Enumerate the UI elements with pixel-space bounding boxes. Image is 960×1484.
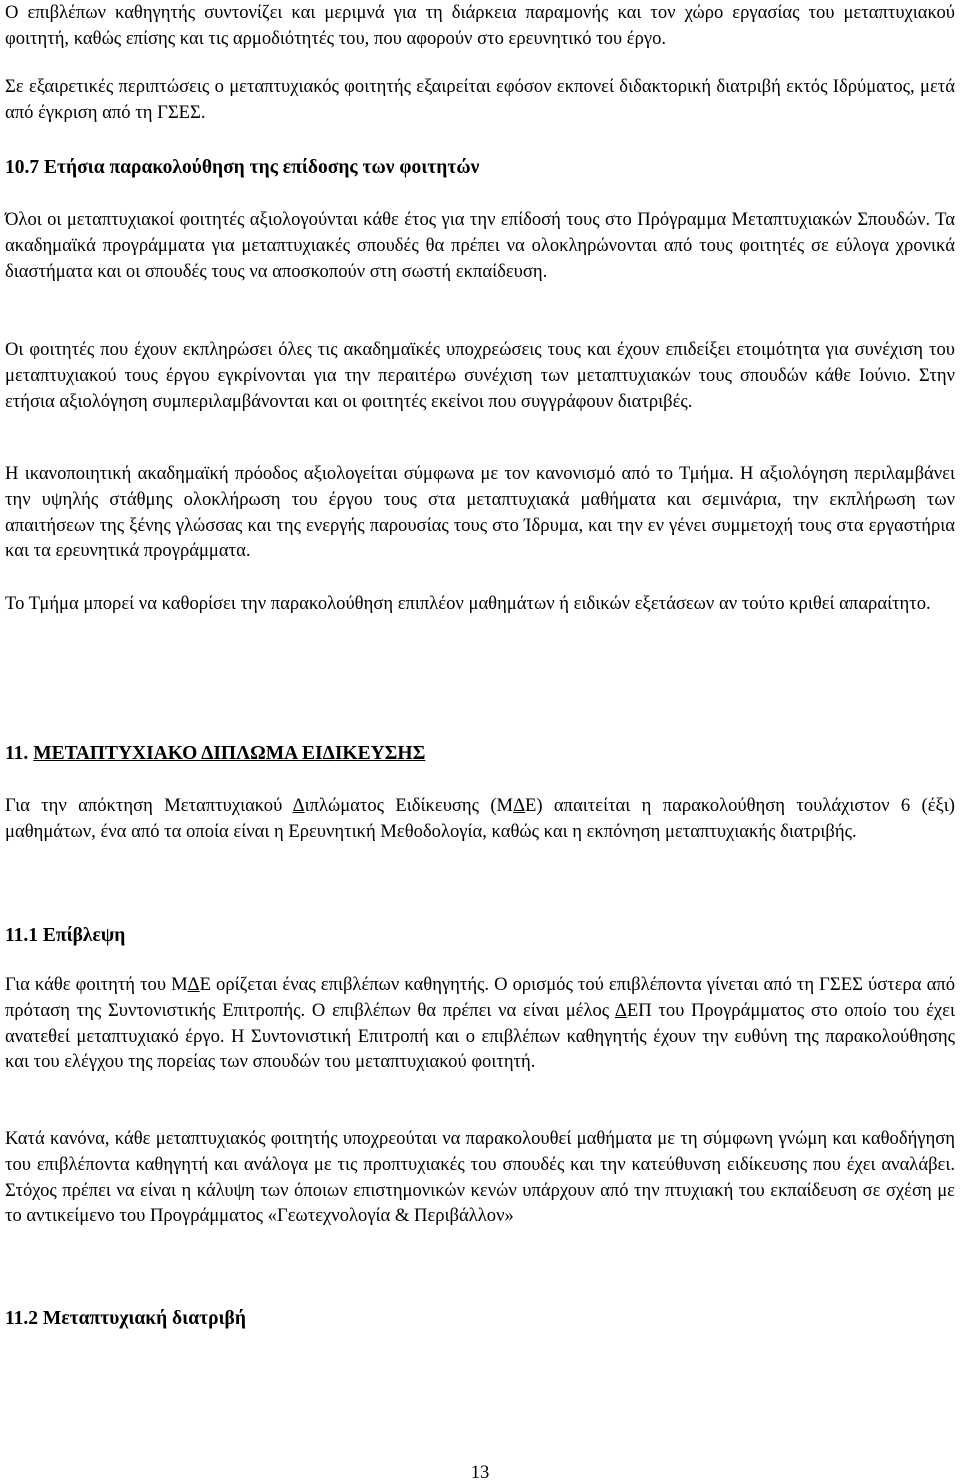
section-11-1-heading: 11.1 Επίβλεψη [5,925,126,946]
paragraph-text: Ο επιβλέπων καθηγητής συντονίζει και μεριμνά για τη διάρκεια παραμονής και τον χώρο εργασίας του μεταπτυχιακού φοιτητή, καθώς επίσης και τις αρμοδιότητές του, που αφορούν στο ερευνητικό του έργο. [5,2,955,49]
section-11-2-heading: 11.2 Μεταπτυχιακή διατριβή [5,1308,246,1329]
section-11-title: ΜΕΤΑΠΤΥΧΙΑΚΟ ΔΙΠΛΩΜΑ ΕΙΔΙΚΕΥΣΗΣ [33,743,426,764]
section-11-number: 11. [5,743,34,764]
section-10-7-paragraph-3 [5,461,955,564]
paragraph-text: Οι φοιτητές που έχουν εκπληρώσει όλες τις ακαδημαϊκές υποχρεώσεις τους και έχουν επιδείξει ετοιμότητα για συνέχιση του μεταπτυχιακού τους έργου εγκρίνονται για την περαιτέρω συνέχιση των μεταπτυχιακών τους σπουδών κάθε Ιούνιο. Στην ετήσια αξιολόγηση συμπεριλαμβάνονται και οι φοιτητές εκείνοι που συγγράφουν διατριβές. [5,339,955,412]
section-11-heading [5,743,425,765]
intro-paragraph-exception [5,74,955,126]
section-11-1-paragraph-1 [5,972,955,1075]
paragraph-text: Το Τμήμα μπορεί να καθορίσει την παρακολούθηση επιπλέον μαθημάτων ή ειδικών εξετάσεων αν τούτο κριθεί απαραίτητο. [5,593,931,614]
paragraph-text: Όλοι οι μεταπτυχιακοί φοιτητές αξιολογούνται κάθε έτος για την επίδοσή τους στο Πρόγραμμα Μεταπτυχιακών Σπουδών. Τα ακαδημαϊκά προγράμματα για μεταπτυχιακές σπουδές θα πρέπει να ολοκληρώνονται από τους φοιτητές σε εύλογα χρονικά διαστήματα και οι σπουδές τους να αποσκοπούν στη σωστή εκπαίδευση. [5,209,955,282]
section-10-7-paragraph-4 [5,591,955,617]
intro-paragraph-supervisor [5,0,955,52]
section-11-paragraph-1 [5,793,955,845]
section-10-7-paragraph-2 [5,337,955,414]
paragraph-text: Για την απόκτηση Μεταπτυχιακού Διπλώματος Ειδίκευσης (ΜΔΕ) απαιτείται η παρακολούθηση τουλάχιστον 6 (έξι) μαθημάτων, ένα από τα οποία είναι η Ερευνητική Μεθοδολογία, καθώς και η εκπόνηση μεταπτυχιακής διατριβής. [5,795,955,842]
page-number: 13 [470,1462,490,1483]
paragraph-text: Κατά κανόνα, κάθε μεταπτυχιακός φοιτητής υποχρεούται να παρακολουθεί μαθήματα με τη σύμφωνη γνώμη και καθοδήγηση του επιβλέποντα καθηγητή και ανάλογα με τις προπτυχιακές του σπουδές και την κατεύθυνση ειδίκευσης που έχει αναλάβει. Στόχος πρέπει να είναι η κάλυψη των όποιων επιστημονικών κενών υπάρχουν από την πτυχιακή του εκπαίδευση σε σχέση με το αντικείμενο του Προγράμματος «Γεωτεχνολογία & Περιβάλλον» [5,1128,955,1227]
section-10-7-paragraph-1 [5,207,955,284]
paragraph-text: Για κάθε φοιτητή του ΜΔΕ ορίζεται ένας επιβλέπων καθηγητής. Ο ορισμός τού επιβλέποντα γίνεται από τη ΓΣΕΣ ύστερα από πρόταση της Συντονιστικής Επιτροπής. Ο επιβλέπων θα πρέπει να είναι μέλος ΔΕΠ του Προγράμματος στο οποίο του έχει ανατεθεί μεταπτυχιακό έργο. Η Συντονιστική Επιτροπή και ο επιβλέπων καθηγητής έχουν την ευθύνη της παρακολούθησης και του ελέγχου της πορείας των σπουδών του μεταπτυχιακού φοιτητή. [5,974,955,1073]
section-11-1-paragraph-2 [5,1126,955,1229]
paragraph-text: Σε εξαιρετικές περιπτώσεις ο μεταπτυχιακός φοιτητής εξαιρείται εφόσον εκπονεί διδακτορική διατριβή εκτός Ιδρύματος, μετά από έγκριση από τη ΓΣΕΣ. [5,76,955,123]
section-10-7-heading: 10.7 Ετήσια παρακολούθηση της επίδοσης των φοιτητών [5,157,480,178]
paragraph-text: Η ικανοποιητική ακαδημαϊκή πρόοδος αξιολογείται σύμφωνα με τον κανονισμό από το Τμήμα. Η αξιολόγηση περιλαμβάνει την υψηλής στάθμης ολοκλήρωση του έργου τους στα μεταπτυχιακά μαθήματα και σεμινάρια, την εκπλήρωση των απαιτήσεων της ξένης γλώσσας και της ενεργής παρουσίας τους στο Ίδρυμα, και την εν γένει συμμετοχή τους στα εργαστήρια και τα ερευνητικά προγράμματα. [5,463,955,562]
